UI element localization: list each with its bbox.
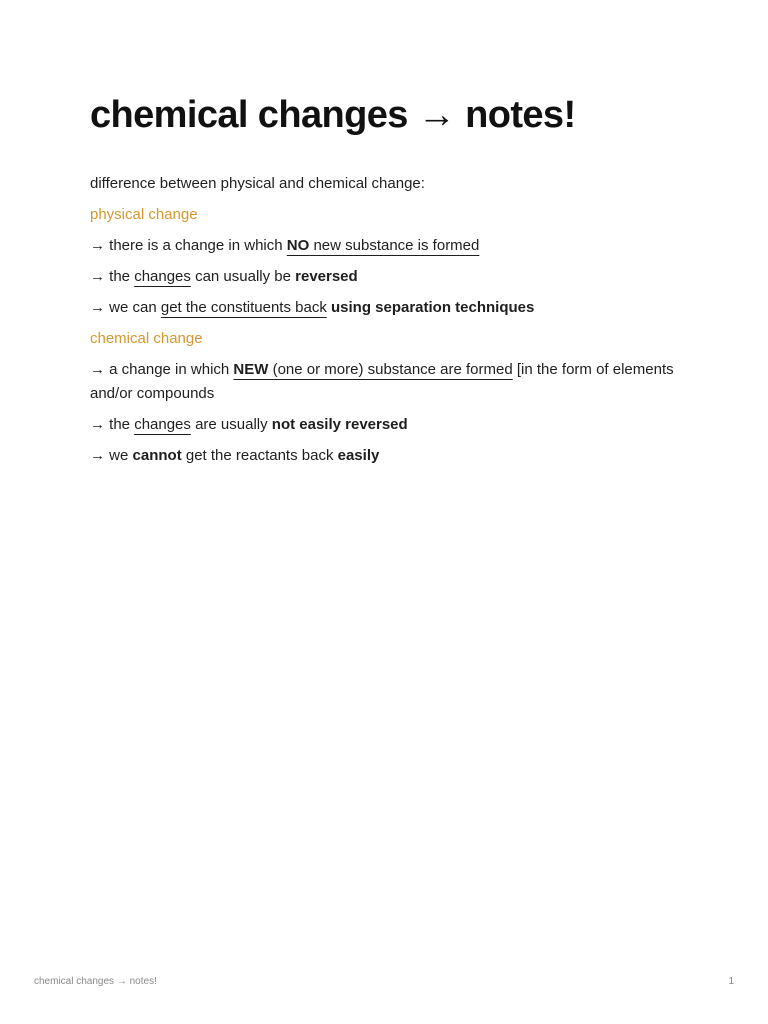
text-segment: → a change in which bbox=[90, 361, 234, 378]
text-segment: can usually be bbox=[190, 268, 296, 285]
text-segment: → there is a change in which bbox=[90, 237, 287, 254]
chemical-line-1 bbox=[90, 358, 680, 406]
bold-text: not easily reversed bbox=[271, 416, 408, 433]
text-segment: new substance is formed bbox=[309, 237, 480, 254]
page-title: chemical changes → notes! bbox=[90, 94, 576, 136]
text-segment: → we can bbox=[90, 299, 161, 316]
chemical-change-heading: chemical change bbox=[90, 330, 203, 347]
bold-text: NO bbox=[286, 237, 310, 254]
chemical-line-3 bbox=[90, 444, 680, 468]
physical-change-heading: physical change bbox=[90, 206, 198, 223]
chemical-line-2 bbox=[90, 413, 680, 437]
text-segment: → we bbox=[90, 447, 133, 464]
text-segment: [in the form of elements and/or compounds bbox=[90, 361, 674, 402]
text-segment: → the bbox=[90, 416, 135, 433]
underlined-text: changes bbox=[134, 416, 191, 433]
text-segment: get the reactants back bbox=[181, 447, 338, 464]
intro-text: difference between physical and chemical change: bbox=[90, 175, 425, 192]
underlined-text: changes bbox=[134, 268, 191, 285]
footer-title: chemical changes → notes! bbox=[34, 976, 157, 987]
note-page bbox=[90, 90, 680, 475]
bold-text: reversed bbox=[295, 268, 358, 285]
bold-text: using separation techniques bbox=[330, 299, 535, 316]
bold-text: NEW bbox=[233, 361, 269, 378]
text-segment: → the bbox=[90, 268, 135, 285]
text-segment: are usually bbox=[190, 416, 272, 433]
underlined-phrase bbox=[233, 361, 512, 378]
text-segment: (one or more) substance are formed bbox=[268, 361, 513, 378]
page-number: 1 bbox=[728, 976, 734, 987]
underlined-phrase bbox=[287, 237, 480, 254]
physical-line-3 bbox=[90, 296, 680, 320]
bold-text: cannot bbox=[132, 447, 182, 464]
bold-text: easily bbox=[337, 447, 380, 464]
physical-line-1 bbox=[90, 234, 680, 258]
physical-line-2 bbox=[90, 265, 680, 289]
underlined-text: get the constituents back bbox=[160, 299, 327, 316]
